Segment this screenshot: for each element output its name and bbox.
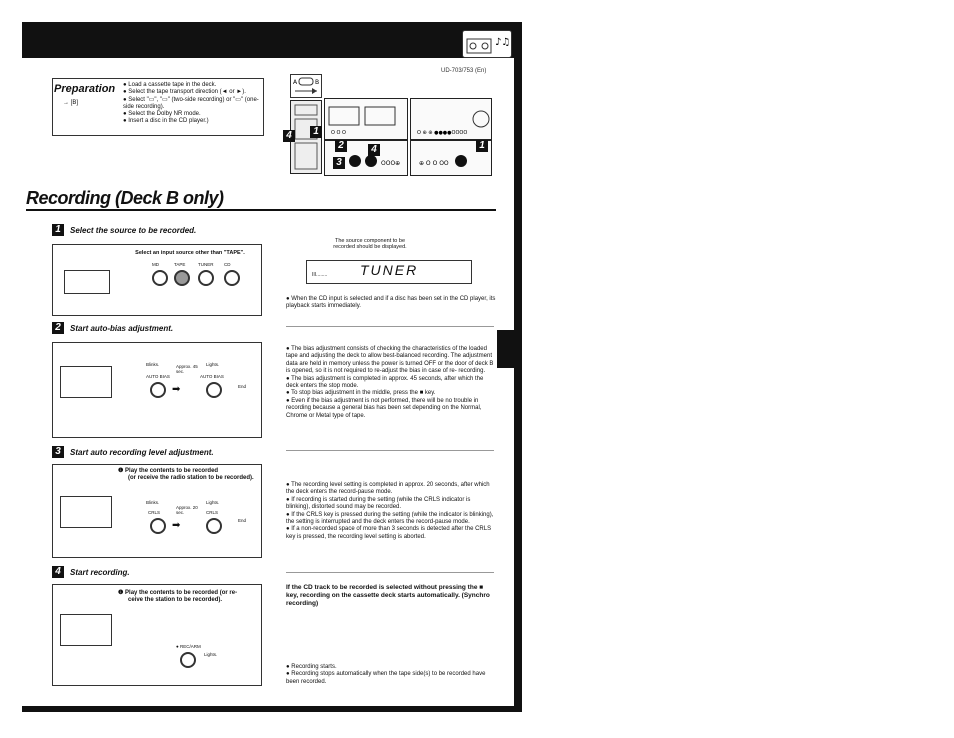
deck-illustration — [60, 366, 112, 398]
badge-4: 4 — [283, 130, 295, 142]
arrow-icon: ➡ — [172, 520, 181, 531]
list-item: ● If recording is started during the setting (while the CRLS indicator is blinking), distorted sound may be recorded. — [286, 496, 471, 511]
step-4-title: Start recording. — [70, 568, 130, 577]
step-2-title: Start auto-bias adjustment. — [70, 324, 174, 333]
end-label: End — [238, 518, 247, 523]
tuner-button[interactable] — [198, 270, 214, 286]
step-4-notes — [286, 664, 496, 686]
badge-3: 3 — [333, 157, 345, 169]
svg-text:B: B — [315, 79, 320, 86]
source-caption: The source component to be recorded should be displayed. — [333, 238, 407, 250]
auto-bias-label-2: AUTO BIAS — [200, 374, 224, 379]
approx-label: Approx. 45 sec. — [176, 364, 198, 374]
list-item: ● The bias adjustment is completed in approx. 45 seconds, after which the deck enters the stop mode. — [286, 375, 484, 390]
preparation-reference: → [B] — [63, 100, 79, 106]
right-border-bar — [514, 22, 522, 712]
input-label-md: MD — [152, 262, 159, 267]
blinks-label: Blinks. — [146, 362, 160, 367]
step-2-badge: 2 — [52, 322, 64, 334]
synchro-note: If the CD track to be recorded is selected without pressing the ■ key, recording on the cassette deck starts automatically. (Synchro recording) — [286, 584, 490, 607]
step-4-play-line-2: ceive the station to be recorded). — [128, 597, 223, 603]
list-item: ● Select the Dolby NR mode. — [123, 111, 201, 118]
page-title: Recording (Deck B only) — [26, 188, 224, 208]
ab-direction-diagram — [290, 74, 322, 98]
step-3-notes — [286, 482, 496, 541]
list-item: ● To stop bias adjustment in the middle, press the ■ key. — [286, 390, 436, 397]
step-4-badge: 4 — [52, 566, 64, 578]
input-selector-row — [152, 262, 252, 292]
svg-text:OOO⊕: OOO⊕ — [381, 160, 401, 167]
tape-button[interactable] — [174, 270, 190, 286]
cassette-music-icon — [462, 30, 512, 58]
deck-illustration — [60, 496, 112, 528]
blinks-label: Blinks. — [146, 500, 160, 505]
separator — [286, 450, 494, 451]
svg-text:⊕ O O OO: ⊕ O O OO — [419, 160, 449, 167]
list-item: ● Even if the bias adjustment is not performed, there will be no trouble in recording because a general bias has been set depending on the Normal, Chrome or Metal type of tape. — [286, 397, 482, 419]
md-button[interactable] — [152, 270, 168, 286]
badge-4b: 4 — [368, 144, 380, 156]
svg-text:O O O: O O O — [331, 130, 346, 136]
list-item: ● The recording level setting is completed in approx. 20 seconds, after which the deck enters the record-pause mode. — [286, 482, 490, 496]
rec-arm-button[interactable] — [180, 652, 196, 668]
crls-button[interactable] — [150, 518, 166, 534]
preparation-title: Preparation — [54, 83, 116, 95]
approx-label: Approx. 20 sec. — [176, 505, 198, 515]
input-label-tape: TAPE — [174, 262, 186, 267]
auto-bias-button[interactable] — [150, 382, 166, 398]
step-3-title: Start auto recording level adjustment. — [70, 448, 214, 457]
step-2-notes — [286, 346, 496, 420]
step-1-badge: 1 — [52, 224, 64, 236]
badge-2: 2 — [335, 140, 347, 152]
badge-1b: 1 — [476, 140, 488, 152]
lights-label: Lights. — [206, 362, 220, 367]
step-1-title: Select the source to be recorded. — [70, 226, 197, 235]
deck-illustration — [60, 614, 112, 646]
separator — [286, 326, 494, 327]
step-4-play-line-1: ❶ Play the contents to be recorded (or re- — [118, 590, 238, 596]
step-3-play-line-1: ❶ Play the contents to be recorded — [118, 468, 219, 474]
svg-text:♪♫: ♪♫ — [495, 37, 511, 48]
deck-illustration — [64, 270, 110, 294]
input-label-tuner: TUNER — [198, 262, 214, 267]
section-tab — [497, 330, 514, 368]
svg-text:A: A — [293, 79, 298, 86]
lights-label: Lights. — [206, 500, 220, 505]
step-3-play-line-2: (or receive the radio station to be recorded). — [128, 475, 254, 481]
crls-label: CRLS — [148, 510, 161, 515]
list-item: ● Select the tape transport direction (◄ or ►). — [123, 89, 246, 96]
crls-label-2: CRLS — [206, 510, 219, 515]
list-item: ● The bias adjustment consists of checking the characteristics of the loaded tape and adjusting the deck to allow best-balanced recording. The adjustment data are held in memory unless the power is turned OFF or the door of deck B is opened, so it is not required to re-adjust the bias in case of re- recording. — [286, 346, 494, 375]
badge-1: 1 — [310, 126, 322, 138]
step-3-badge: 3 — [52, 446, 64, 458]
list-item: ● Select "▭", "▭" (two-side recording) or "▭" (one- side recording). — [123, 96, 259, 110]
arrow-icon: ➡ — [172, 384, 181, 395]
display-text: TUNER — [360, 262, 419, 278]
bottom-border-bar — [22, 706, 522, 712]
cassette-deck-illustration — [324, 98, 408, 140]
preparation-list — [123, 82, 261, 126]
list-item: ● Recording stops automatically when the tape side(s) to be recorded have been recorded. — [286, 671, 486, 685]
crls-indicator — [206, 518, 222, 534]
model-number: UD-703/753 (En) — [441, 68, 487, 74]
title-underline — [26, 209, 496, 211]
cd-button[interactable] — [224, 270, 240, 286]
input-label-cd: CD — [224, 262, 231, 267]
list-item: ● Load a cassette tape in the deck. — [123, 82, 217, 88]
top-border-bar — [22, 22, 522, 58]
list-item: ● If a non-recorded space of more than 3 seconds is detected after the CRLS key is pressed, the recording level setting is aborted. — [286, 526, 492, 540]
display-level: III........ — [312, 272, 328, 278]
list-item: ● Recording starts. — [286, 664, 337, 670]
auto-bias-indicator — [206, 382, 222, 398]
step-1-note: ● When the CD input is selected and if a disc has been set in the CD player, its playback starts immediately. — [286, 296, 496, 310]
list-item: ● Insert a disc in the CD player.) — [123, 118, 209, 125]
svg-text:O ⊕ ⊕ ●●●●OOOO: O ⊕ ⊕ ●●●●OOOO — [417, 130, 468, 136]
list-item: ● If the CRLS key is pressed during the setting (while the indicator is blinking), the setting is interrupted and the deck enters the record-pause mode. — [286, 511, 494, 526]
separator — [286, 572, 494, 573]
lights-label: Lights. — [204, 652, 218, 657]
end-label: End — [238, 384, 247, 389]
auto-bias-label: AUTO BIAS — [146, 374, 170, 379]
amplifier-illustration — [410, 98, 492, 140]
step-1-instruction: Select an input source other than "TAPE". — [135, 250, 245, 256]
rec-arm-label: ● REC/ARM — [176, 644, 201, 649]
